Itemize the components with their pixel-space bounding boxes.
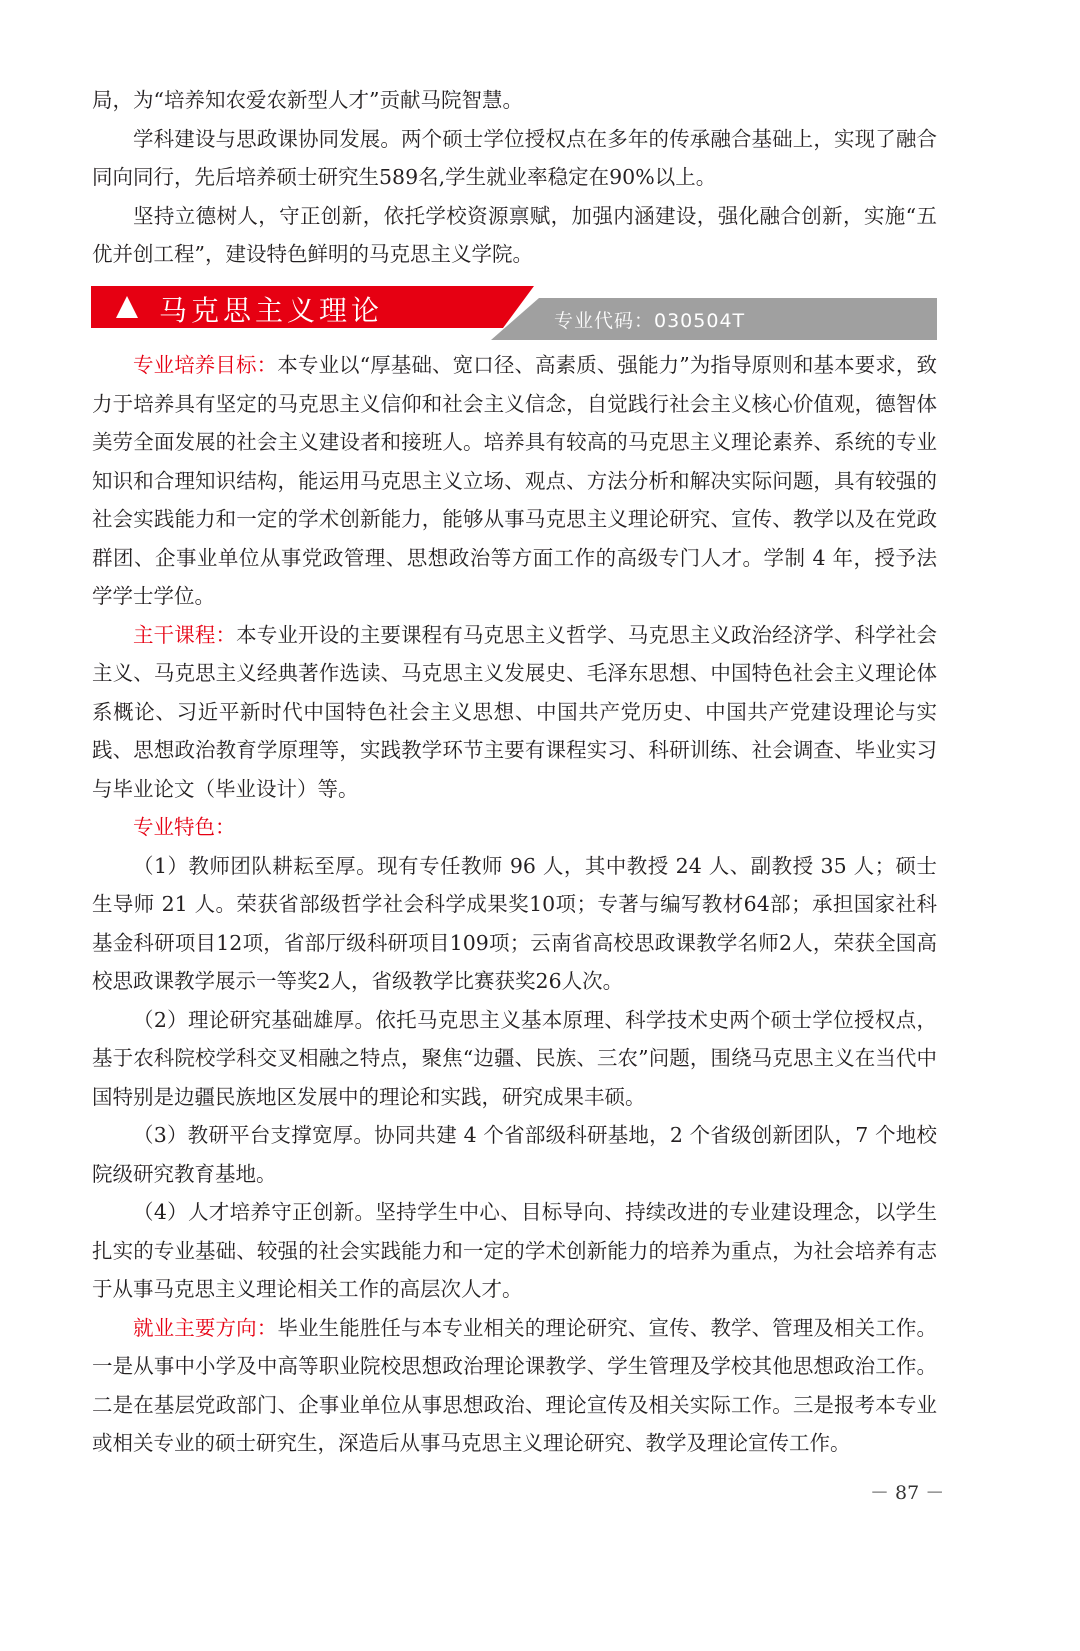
course-text: 本专业开设的主要课程有马克思主义哲学、马克思主义政治经济学、科学社会主义、马克思主义经典著作选读、马克思主义发展史、毛泽东思想、中国特色社会主义理论体系概论、习近平新时代中国特色社会主义思想、中国共产党历史、中国共产党建设理论与实践、思想政治教育学原理等，实践教学环节主要有课程实习、科研训练、社会调查、毕业实习与毕业论文（毕业设计）等。 (92, 622, 937, 801)
page-number: － 87 － (870, 1482, 945, 1504)
goal-text: 本专业以“厚基础、宽口径、高素质、强能力”为指导原则和基本要求，致力于培养具有坚定的马克思主义信仰和社会主义信念，自觉践行社会主义核心价值观，德智体美劳全面发展的社会主义建设者和接班人。培养具有较高的马克思主义理论素养、系统的专业知识和合理知识结构，能运用马克思主义立场、观点、方法分析和解决实际问题，具有较强的社会实践能力和一定的学术创新能力，能够从事马克思主义理论研究、宣传、教学以及在党政群团、企事业单位从事党政管理、思想政治等方面工作的高级专门人才。学制 4 年，授予法学学士学位。 (92, 353, 938, 608)
feature-item: （4）人才培养守正创新。坚持学生中心、目标导向、持续改进的专业建设理念，以学生扎实的专业基础、较强的社会实践能力和一定的学术创新能力的培养为重点，为社会培养有志于从事马克思主义理论相关工作的高层次人才。 (92, 1200, 937, 1301)
goal-paragraph (92, 346, 937, 616)
feature-label: 专业特色： (133, 815, 236, 839)
career-text: 毕业生能胜任与本专业相关的理论研究、宣传、教学、管理及相关工作。一是从事中小学及中高等职业院校思想政治理论课教学、学生管理及学校其他思想政治工作。二是在基层党政部门、企事业单位从事思想政治、理论宣传及相关实际工作。三是报考本专业或相关专业的硕士研究生，深造后从事马克思主义理论研究、教学及理论宣传工作。 (92, 1315, 938, 1455)
feature-heading (92, 808, 937, 847)
career-label: 就业主要方向： (133, 1315, 278, 1340)
intro-paragraph: 坚持立德树人，守正创新，依托学校资源禀赋，加强内涵建设，强化融合创新，实施“五优并创工程”，建设特色鲜明的马克思主义学院。 (92, 203, 937, 266)
triangle-icon (116, 296, 138, 318)
feature-item: （3）教研平台支撑宽厚。协同共建 4 个省部级科研基地，2 个省级创新团队，7 个地校院级研究教育基地。 (92, 1123, 937, 1186)
intro-text (92, 81, 937, 274)
feature-item: （2）理论研究基础雄厚。依托马克思主义基本原理、科学技术史两个硕士学位授权点，基于农科院校学科交叉相融之特点，聚焦“边疆、民族、三农”问题，围绕马克思主义在当代中国特别是边疆民族地区发展中的理论和实践，研究成果丰硕。 (92, 1007, 937, 1109)
career-paragraph (92, 1309, 937, 1463)
goal-label: 专业培养目标： (133, 353, 278, 377)
major-code: 专业代码：030504T (554, 310, 746, 332)
feature-item: （1）教师团队耕耘至厚。现有专任教师 96 人，其中教授 24 人、副教授 35 人；硕士生导师 21 人。荣获省部级哲学社会科学成果奖10项；专著与编写教材64部；承担国家社科基金科研项目12项，省部厅级科研项目109项；云南省高校思政课教学名师2人，荣获全国高校思政课教学展示一等奖2人，省级教学比赛获奖26人次。 (92, 853, 937, 993)
section-banner (91, 286, 937, 342)
intro-paragraph: 局，为“培养知农爱农新型人才”贡献马院智慧。 (92, 88, 523, 112)
section-title: 马克思主义理论 (159, 294, 384, 327)
course-label: 主干课程： (133, 622, 237, 647)
intro-paragraph: 学科建设与思政课协同发展。两个硕士学位授权点在多年的传承融合基础上，实现了融合同向同行，先后培养硕士研究生589名,学生就业率稳定在90%以上。 (92, 126, 937, 189)
course-paragraph (92, 616, 937, 809)
section-body (92, 346, 937, 1463)
